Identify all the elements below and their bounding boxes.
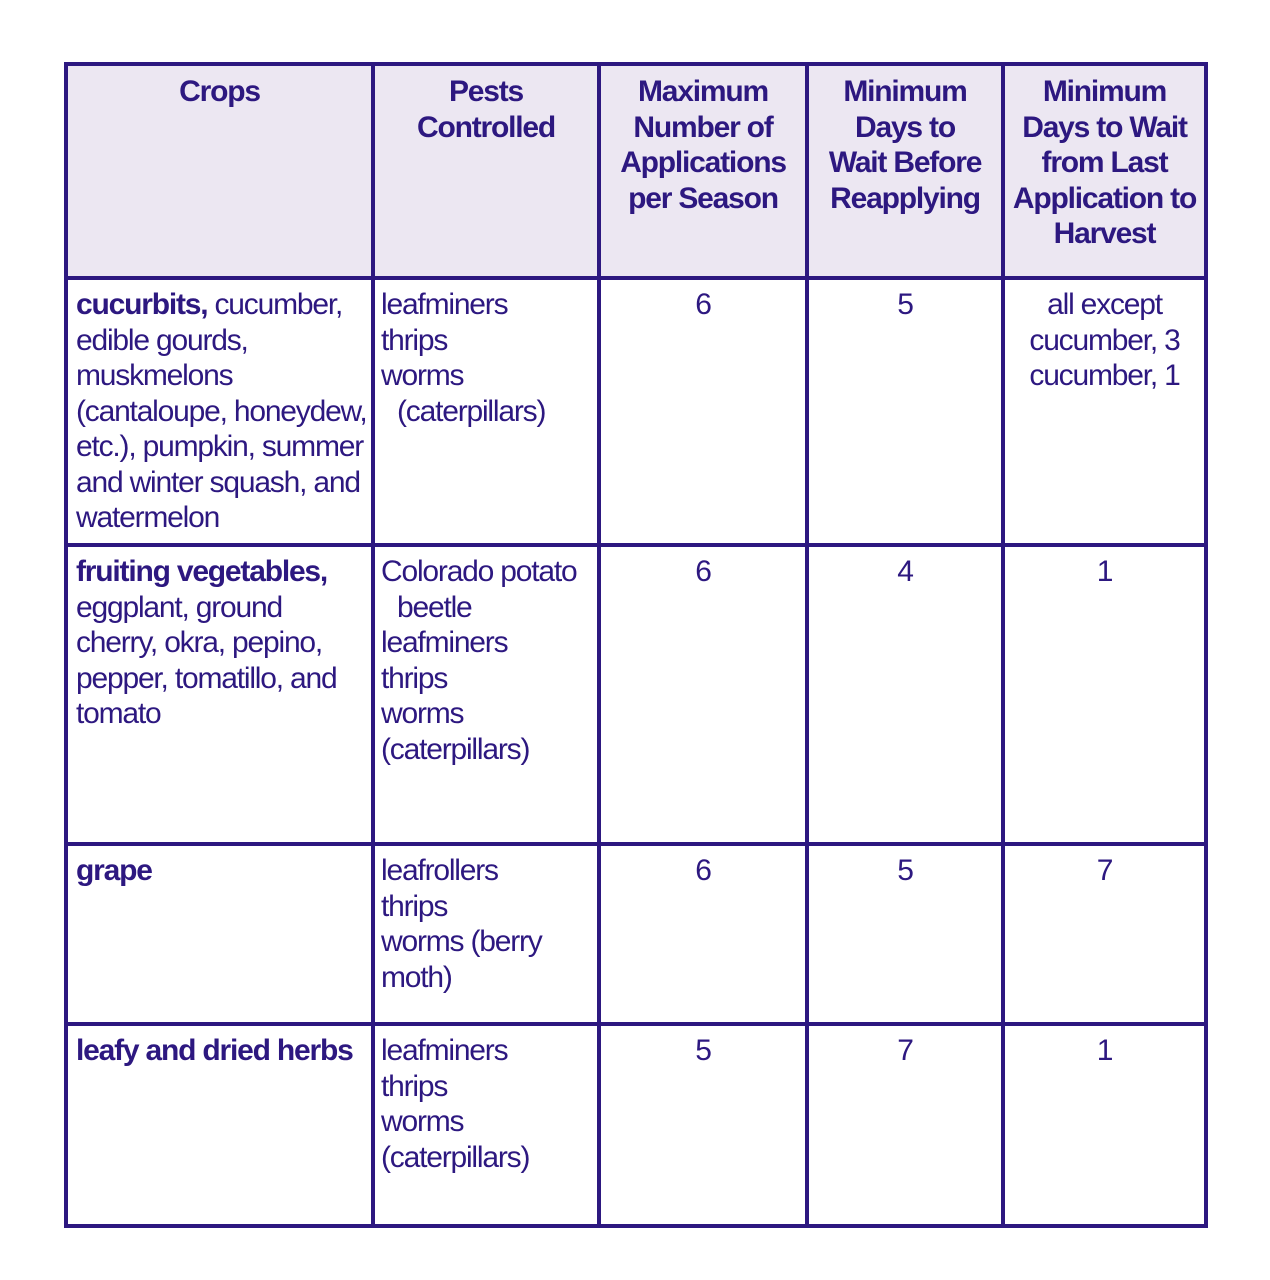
pests-cell bbox=[373, 545, 599, 844]
pest-item: moth) bbox=[381, 960, 452, 994]
crop-category: leafy and dried herbs bbox=[76, 1034, 353, 1067]
preharvest-interval-cell: all except cucumber, 3 cucumber, 1 bbox=[1003, 278, 1206, 545]
crop-text: pepper, tomatillo, and bbox=[76, 661, 337, 695]
crop-cell bbox=[66, 278, 373, 545]
min-days-reapply-cell: 5 bbox=[807, 844, 1003, 1024]
crop-text: cherry, okra, pepino, bbox=[76, 626, 323, 659]
pest-item: thrips bbox=[381, 661, 448, 695]
header-row bbox=[66, 64, 1206, 278]
min-days-reapply-cell: 7 bbox=[807, 1024, 1003, 1226]
table-row bbox=[66, 545, 1206, 844]
preharvest-interval-cell: 1 bbox=[1003, 545, 1206, 844]
table-row bbox=[66, 844, 1206, 1024]
table-row bbox=[66, 278, 1206, 545]
crop-text: tomato bbox=[76, 697, 161, 730]
max-applications-cell: 6 bbox=[599, 545, 807, 844]
crop-cell bbox=[66, 545, 373, 844]
crop-cell bbox=[66, 1024, 373, 1226]
crop-text: watermelon bbox=[76, 501, 220, 534]
pests-cell bbox=[373, 1024, 599, 1226]
pest-item: (caterpillars) bbox=[397, 394, 546, 428]
pest-item: leafminers bbox=[381, 1034, 508, 1067]
header-pests-controlled: Pests Controlled bbox=[373, 64, 599, 278]
table-row bbox=[66, 1024, 1206, 1226]
max-applications-cell: 6 bbox=[599, 844, 807, 1024]
pest-item: worms bbox=[381, 697, 464, 730]
crop-text: muskmelons bbox=[76, 359, 233, 392]
pest-item: thrips bbox=[381, 1069, 448, 1103]
pest-item: worms bbox=[381, 359, 464, 392]
pests-cell bbox=[373, 844, 599, 1024]
preharvest-interval-cell: 1 bbox=[1003, 1024, 1206, 1226]
crop-text: etc.), pumpkin, summer bbox=[76, 430, 364, 463]
crop-text: (cantaloupe, honeydew, bbox=[76, 394, 367, 428]
max-applications-cell: 6 bbox=[599, 278, 807, 545]
pest-item: worms (berry bbox=[381, 925, 542, 958]
pest-item: thrips bbox=[381, 323, 448, 357]
max-applications-cell: 5 bbox=[599, 1024, 807, 1226]
crop-pest-table bbox=[64, 62, 1208, 1228]
pest-item: leafrollers bbox=[381, 854, 498, 887]
crop-text: edible gourds, bbox=[76, 323, 248, 357]
crop-text: and winter squash, and bbox=[76, 465, 360, 499]
min-days-reapply-cell: 5 bbox=[807, 278, 1003, 545]
header-preharvest-interval: Minimum Days to Wait from Last Application to Harvest bbox=[1003, 64, 1206, 278]
crop-text: cucumber, bbox=[207, 288, 343, 321]
crop-category: fruiting vegetables, bbox=[76, 555, 328, 588]
pest-item: worms bbox=[381, 1105, 464, 1138]
crop-category: grape bbox=[76, 854, 152, 887]
pest-item: (caterpillars) bbox=[381, 1140, 530, 1174]
pest-item: beetle bbox=[397, 590, 472, 624]
crop-pest-table-container bbox=[64, 62, 1204, 1224]
pest-item: leafminers bbox=[381, 288, 508, 321]
pests-cell bbox=[373, 278, 599, 545]
header-crops: Crops bbox=[66, 64, 373, 278]
header-min-days-reapply: Minimum Days to Wait Before Reapplying bbox=[807, 64, 1003, 278]
pest-item: leafminers bbox=[381, 626, 508, 659]
crop-category: cucurbits, bbox=[76, 288, 208, 321]
min-days-reapply-cell: 4 bbox=[807, 545, 1003, 844]
pest-item: Colorado potato bbox=[381, 555, 577, 588]
pest-item: (caterpillars) bbox=[381, 732, 530, 766]
header-max-applications: Maximum Number of Applications per Season bbox=[599, 64, 807, 278]
preharvest-interval-cell: 7 bbox=[1003, 844, 1206, 1024]
crop-text: eggplant, ground bbox=[76, 590, 282, 624]
crop-cell bbox=[66, 844, 373, 1024]
pest-item: thrips bbox=[381, 889, 448, 923]
